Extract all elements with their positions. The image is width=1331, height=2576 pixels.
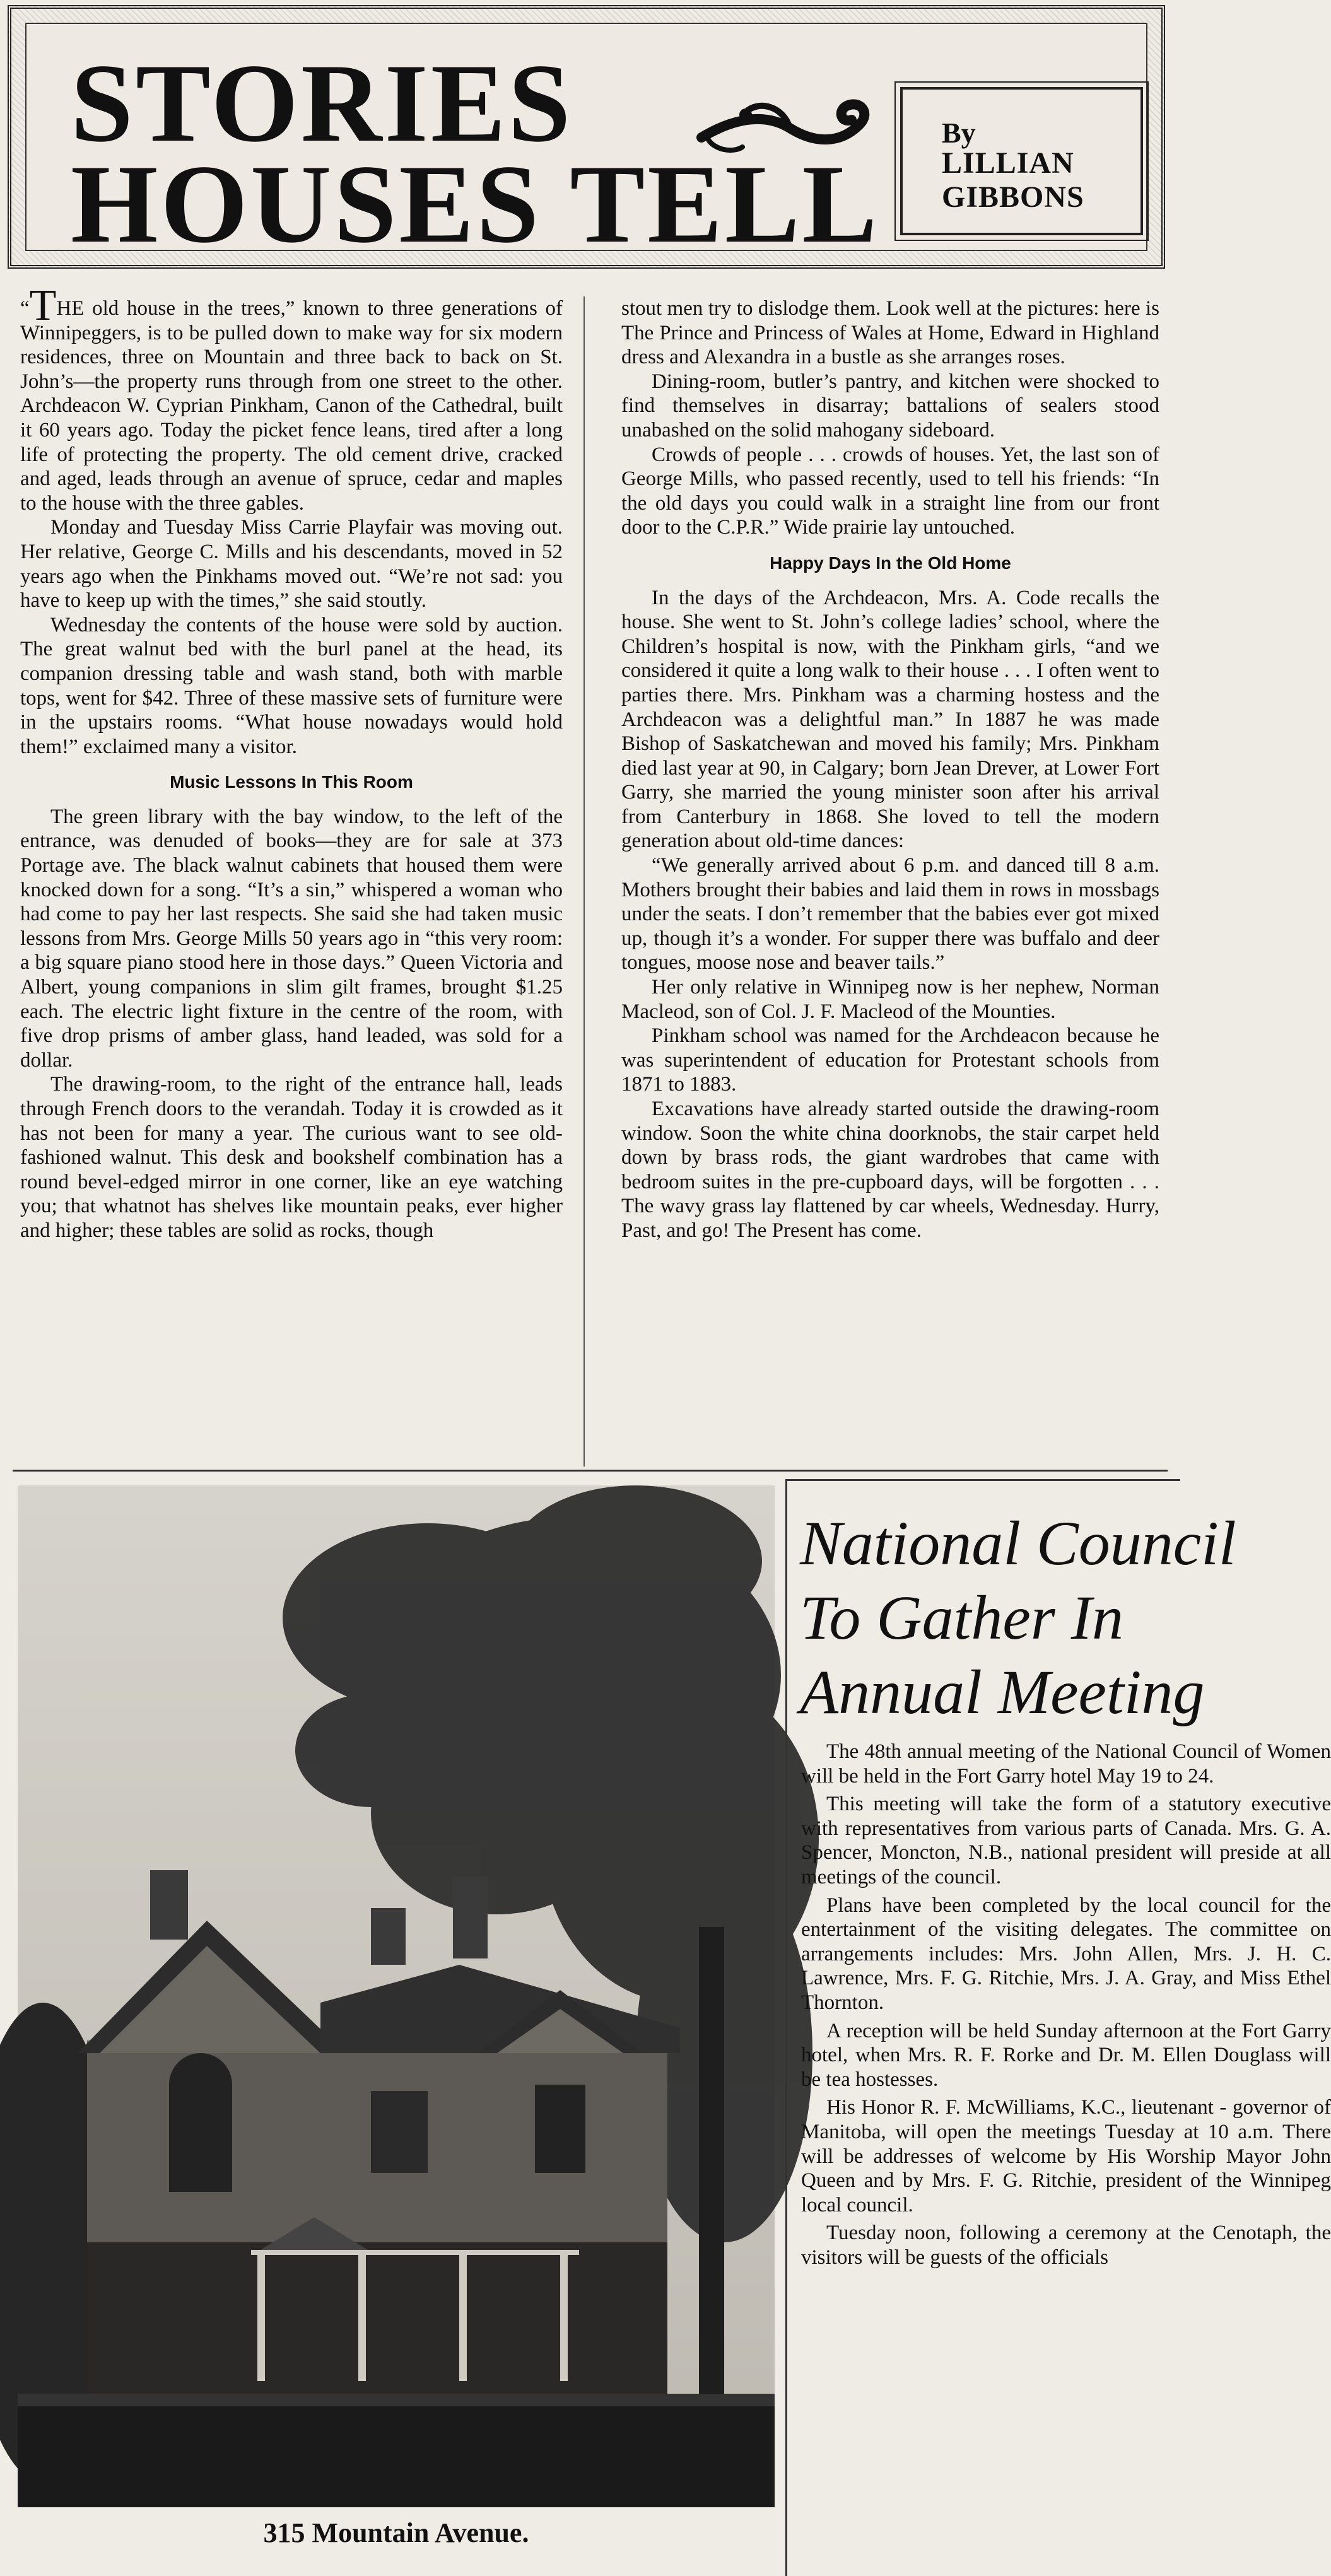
article-paragraph: The drawing-room, to the right of the entrance hall, leads through French doors to the verandah. Today it is crowded as it has not been for many a year. The curious want to see old-fashioned walnut. This desk and bookshelf combination has a round bevel-edged mirror in one corner, like an eye watching you; that whatnot has shelves like mountain peaks, ever higher and higher; these tables are solid as rocks, though xyxy=(20,1073,563,1242)
byline-box xyxy=(900,87,1143,235)
story-paragraph: His Honor R. F. McWilliams, K.C., lieutenant - governor of Manitoba, will open the meetings Tuesday at 10 a.m. There will be addresses of welcome by His Worship Mayor John Queen and by Mrs. F. G. Ritchie, president of the Winnipeg local council. xyxy=(801,2096,1331,2216)
column-divider xyxy=(583,296,585,1467)
section-rule xyxy=(13,1470,1168,1472)
scroll-ornament-icon xyxy=(695,93,884,163)
article-paragraph: The green library with the bay window, to the left of the entrance, was denuded of books—they are for sale at 373 Portage ave. The black walnut cabinets that housed them were knocked down for a song. “It’s a sin,” whispered a woman who had come to pay her last respects. She said she had taken music lessons from Mrs. George Mills 50 years ago in “this very room: a big square piano stood here in those days.” Queen Victoria and Albert, young companions in slim gilt frames, brought $1.25 each. The electric light fixture in the centre of the room, with five drop prisms of amber glass, hand leaded, was sold for a dollar. xyxy=(20,805,563,1072)
byline-author-first: LILLIAN xyxy=(942,146,1074,180)
article-column-1 xyxy=(20,281,563,1467)
story-headline xyxy=(800,1506,1236,1730)
masthead-panel xyxy=(25,23,1147,266)
article-paragraph: Dining-room, butler’s pantry, and kitchen were shocked to find themselves in disarray; battalions of sealers stood unabashed on the solid mahogany sideboard. xyxy=(621,370,1159,442)
story-paragraph: Plans have been completed by the local council for the entertainment of the visiting delegates. The committee on arrangements includes: Mrs. John Allen, Mrs. J. H. C. Lawrence, Mrs. F. G. Ritchie, Mrs. J. A. Gray, and Miss Ethel Thornton. xyxy=(801,1894,1331,2014)
sidebar-story xyxy=(785,1479,1331,2576)
headline-line-1: STORIES xyxy=(71,40,573,165)
article-paragraph: Excavations have already started outside the drawing-room window. Soon the white china doorknobs, the stair carpet held down by brass rods, the giant wardrobes that came with bedroom suites in the pre-cupboard days, will be forgotten . . . The wavy grass lay flattened by car wheels, Wednesday. Hurry, Past, and go! The Present has come. xyxy=(621,1098,1159,1242)
story-paragraph: The 48th annual meeting of the National Council of Women will be held in the Fort Garry hotel May 19 to 24. xyxy=(801,1740,1331,1788)
story-headline-line-2: To Gather In xyxy=(800,1583,1124,1653)
story-paragraph: A reception will be held Sunday afternoon at the Fort Garry hotel, when Mrs. R. F. Rorke and Dr. M. Ellen Douglass will be tea hostesses. xyxy=(801,2019,1331,2091)
house-image xyxy=(18,1485,775,2507)
story-headline-line-1: National Council xyxy=(800,1508,1236,1578)
byline-author xyxy=(942,146,1084,214)
article-paragraph: stout men try to dislodge them. Look well at the pictures: here is The Prince and Princess of Wales at Home, Edward in Highland dress and Alexandra in a bustle as she arranges roses. xyxy=(621,297,1159,369)
masthead xyxy=(8,5,1165,269)
house-photograph xyxy=(18,1485,775,2507)
headline-line-2: HOUSES TELL xyxy=(71,141,880,266)
article-paragraph: “THE old house in the trees,” known to three generations of Winnipeggers, is to be pulled down to make way for six modern residences, three on Mountain and three back to back on St. John’s—the property runs through from one street to the other. Archdeacon W. Cyprian Pinkham, Canon of the Cathedral, built it 60 years ago. Today the picket fence leans, tired after a long life of protecting the property. The old cement drive, cracked and aged, leads through an avenue of spruce, cedar and maples to the house with the three gables. xyxy=(20,281,563,515)
article-column-2 xyxy=(621,296,1159,1467)
article-paragraph: Monday and Tuesday Miss Carrie Playfair was moving out. Her relative, George C. Mills and his descendants, moved in 52 years ago when the Pinkhams moved out. “We’re not sad: you have to keep up with the times,” she said stoutly. xyxy=(20,516,563,612)
drop-cap: T xyxy=(29,281,57,330)
article-paragraph-text: HE old house in the trees,” known to three generations of Winnipeggers, is to be pulled down to make way for six modern residences, three on Mountain and three back to back on St. John’s—the property runs through from one street to the other. Archdeacon W. Cyprian Pinkham, Canon of the Cathedral, built it 60 years ago. Today the picket fence leans, tired after a long life of protecting the property. The old cement drive, cracked and aged, leads through an avenue of spruce, cedar and maples to the house with the three gables. xyxy=(20,297,563,515)
article-paragraph: In the days of the Archdeacon, Mrs. A. Code recalls the house. She went to St. John’s college ladies’ school, where the Children’s hospital is now, with the Pinkham girls, “and we considered it quite a long walk to their house . . . I often went to parties there. Mrs. Pinkham was a charming hostess and the Archdeacon was a delightful man.” In 1887 he was made Bishop of Saskatchewan and moved his family; Mrs. Pinkham died last year at 90, in Calgary; born Jean Drever, at Lower Fort Garry, she married the young minister soon after his arrival from Canterbury in 1868. She loved to tell the modern generation about old-time dances: xyxy=(621,586,1159,853)
story-paragraph: This meeting will take the form of a statutory executive with representatives from various parts of Canada. Mrs. G. A. Spencer, Moncton, N.B., national president will preside at all meetings of the council. xyxy=(801,1793,1331,1888)
article-paragraph: Her only relative in Winnipeg now is her nephew, Norman Macleod, son of Col. J. F. Macleod of the Mounties. xyxy=(621,976,1159,1023)
story-headline-line-3: Annual Meeting xyxy=(800,1657,1205,1727)
byline-author-last: GIBBONS xyxy=(942,180,1084,214)
story-paragraph: Tuesday noon, following a ceremony at the Cenotaph, the visitors will be guests of the officials xyxy=(801,2222,1331,2269)
story-body xyxy=(801,1740,1331,2273)
photo-caption: 315 Mountain Avenue. xyxy=(263,2517,529,2548)
subheading: Music Lessons In This Room xyxy=(170,772,413,792)
article-paragraph: Pinkham school was named for the Archdeacon because he was superintendent of education for Protestant schools from 1871 to 1883. xyxy=(621,1024,1159,1096)
article-paragraph: “We generally arrived about 6 p.m. and danced till 8 a.m. Mothers brought their babies and laid them in rows in mossbags under the seats. I don’t remember that the babies ever got mixed up, though it’s a wonder. For supper there was buffalo and deer tongues, moose nose and beaver tails.” xyxy=(621,854,1159,975)
article-paragraph: Crowds of people . . . crowds of houses. Yet, the last son of George Mills, who passed recently, used to tell his friends: “In the old days you could walk in a straight line from our front door to the C.P.R.” Wide prairie lay untouched. xyxy=(621,443,1159,539)
byline-by: By xyxy=(942,117,976,149)
subheading: Happy Days In the Old Home xyxy=(770,553,1011,573)
article-paragraph: Wednesday the contents of the house were sold by auction. The great walnut bed with the burl panel at the head, its companion dressing table and wash stand, both with marble tops, went for $42. Three of these massive sets of furniture were in the upstairs rooms. “What house nowadays would hold them!” exclaimed many a visitor. xyxy=(20,613,563,758)
